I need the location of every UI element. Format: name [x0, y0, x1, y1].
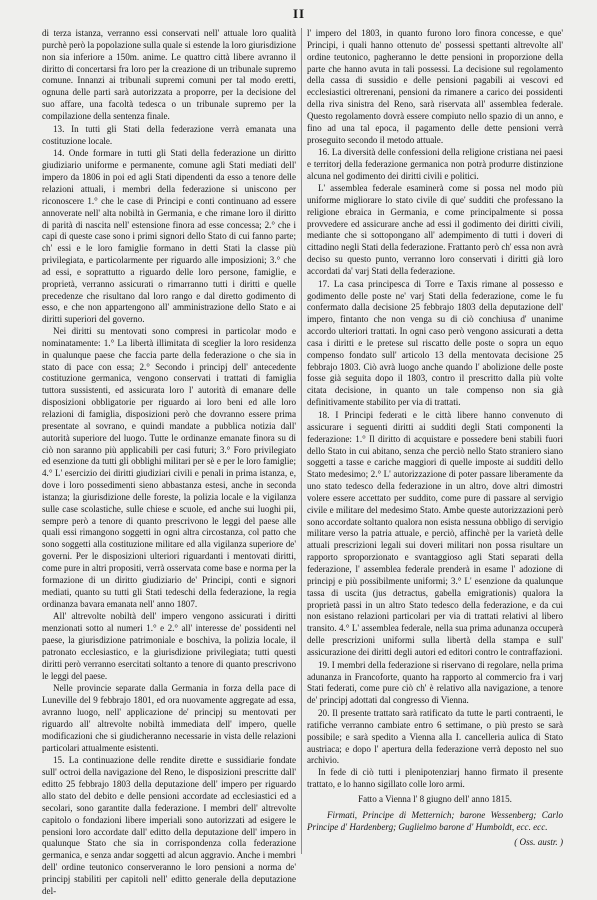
- signatories: Firmati, Principe di Metternich; barone Wessenberg; Carlo Principe d' Hardenberg; Guglielmo barone d' Humboldt, ecc. ecc.: [307, 809, 563, 832]
- paragraph: l' impero del 1803, in quanto furono loro finora concesse, e que' Principi, i quali hanno ottenuto de' possessi spettanti altrevolte all' ordine teutonico, pagheranno le dette pensioni in proporzione della parte che hanno avuta in tali possessi. La decisione sul regolamento della cassa di sussidio e delle pensioni pagabili ai vescovi ed ecclesiastici oltrerenani, pensioni da rimanere a carico dei possidenti della riva sinistra del Reno, sarà riservata all' assemblea federale. Questo regolamento dovrà essere compiuto nello spazio di un anno, e fino ad una tal epoca, il pagamento delle dette pensioni verrà proseguito secondo il metodo attuale.: [307, 28, 563, 145]
- paragraph: 18. I Principi federati e le città libere hanno convenuto di assicurare i seguenti diritti ai sudditi degli Stati componenti la federazione: 1.° Il diritto di acquistare e possedere beni stabili fuori dello Stato in cui abitano, senza che perciò nello Stato straniero siano soggetti a tasse e cariche maggiori di quelle imposte ai sudditi dello Stato medesimo; 2.° L' autorizzazione di poter passare liberamente da uno stato tedesco della federazione in un altro, dove altri dimostri volere essere accettato per suddito, come pure di passare al servigio civile e militare del medesimo Stato. Ambe queste autorizzazioni però sono accordate soltanto qualora non esista nessuna obbligo di servigio militare verso la patria attuale, e perciò, affinchè per la varietà delle attuali prescrizioni legali sui doveri militari non possa risultare un rapporto sproporzionato e svantaggioso agli Stati separati della federazione, l' assemblea federale prenderà in esame l' adozione di principj e più possibilmente uniformi; 3.° L' esenzione da qualunque tassa di uscita (jus detractus, gabella emigrationis) qualora la proprietà passi in un altro Stato tedesco della federazione, e da cui non esistano relazioni particolari per via di trattati relativi al libero transito. 4.° L' assemblea federale, nella sua prima adunanza occuperà delle prescrizioni uniformi sulla libertà della stampa e sull' assicurazione dei diritti degli autori ed editori contro le contraffazioni.: [307, 410, 563, 657]
- signing-date: Fatto a Vienna l' 8 giugno dell' anno 1815.: [358, 794, 512, 804]
- paragraph: 16. La diversità delle confessioni della religione cristiana nei paesi e territorj della federazione germanica non potrà produrre distinzione alcuna nel godimento dei diritti civili e politici.: [307, 147, 563, 182]
- page-number: II: [292, 6, 306, 21]
- paragraph: di terza istanza, verranno essi conservati nell' attuale loro qualità purchè però la popolazione sulla quale si estende la loro giurisdizione non sia inferiore a 150m. anime. Le quattro città libere avranno il diritto di concertarsi fra loro per la creazione di un tribunale supremo comune. Innanzi ai tribunali supremi comuni per tal modo eretti, ognuna delle parti sarà autorizzata a proporre, per la decisione del suo affare, una facoltà tedesca o un tribunale supremo per la compilazione della sentenza finale.: [42, 28, 296, 121]
- paragraph: In fede di ciò tutti i plenipotenziarj hanno firmato il presente trattato, e lo hanno sigillato colle loro armi.: [307, 767, 563, 790]
- left-column: [42, 28, 296, 896]
- right-column: [307, 28, 563, 888]
- paragraph: Nelle provincie separate dalla Germania in forza della pace di Luneville del 9 febbrajo 1801, ed ora nuovamente aggregate ad essa, avranno luogo, nell' applicazione de' principj su mentovati per riguardo all' altrevolte nobiltà immediata dell' impero, quelle modificazioni che si giudicheranno necessarie in vista delle relazioni particolari attualmente esistenti.: [42, 683, 296, 753]
- column-divider: [301, 28, 302, 854]
- paragraph: 20. Il presente trattato sarà ratificato da tutte le parti contraenti, le ratifiche verranno cambiate entro 6 settimane, o più presto se sarà possibile; e sarà spedito a Vienna alla I. cancelleria aulica di Stato austriaca; e dopo l' apertura della federazione verrà deposto nel suo archivio.: [307, 708, 563, 766]
- paragraph: 13. In tutti gli Stati della federazione verrà emanata una costituzione locale.: [42, 123, 296, 146]
- paragraph: 17. La casa principesca di Torre e Taxis rimane al possesso e godimento delle poste ne' varj Stati della federazione, come le fu confermato dalla decisione 25 febbrajo 1803 della deputazione dell' impero, fintanto che non venga su di ciò conchiusa d' unanime accordo ulteriori trattati. In ogni caso però vengono assicurati a detta casa i diritti e le pretese sul riscatto delle poste o sopra un equo compenso fondato sull' articolo 13 della mentovata decisione 25 febbrajo 1803. Ciò avrà luogo anche quando l' abolizione delle poste fosse già seguita dopo il 1803, contro il prescritto dalla più volte citata decisione, in quanto un tale compenso non sia già definitivamente stabilito per via di trattati.: [307, 278, 563, 408]
- paragraph: Nei diritti su mentovati sono compresi in particolar modo e nominatamente: 1.° La libertà illimitata di sceglier la loro residenza in qualunque paese che faccia parte della federazione o che sia in stato di pace con essa; 2.° Secondo i principj dell' antecedente costituzione germanica, vengono conservati i trattati di famiglia tuttora sussistenti, ed assicurata loro l' autorità di emanare delle disposizioni obbligatorie per riguardo ai loro beni ed alle loro relazioni di famiglia, disposizioni però che dovranno essere prima presentate al sovrano, e quindi mandate a pubblica notizia dall' autorità superiore del luogo. Tutte le ordinanze emanate finora su di ciò non saranno più applicabili per casi futuri; 3.° Foro privilegiato ed esenzione da tutti gli obblighi militari per sè e per le loro famiglie; 4.° L' esercizio dei diritti giudiziari civili e penali in prima istanza, e, dove i loro possedimenti sieno abbastanza estesi, anche in seconda istanza; la giurisdizione delle foreste, la polizia locale e la vigilanza sulle case scolastiche, sulle chiese e scuole, ed anche sui luoghi pii, sempre però a tenore di quanto prescrivono le leggi del paese alle quali essi rimangono soggetti in ogni altra circostanza, col patto che sono soggetti alla costituzione militare ed alla vigilanza superiore de' governi. Per le disposizioni ulteriori riguardanti i mentovati diritti, come pure in altri propositi, verrà osservata come base e norma per la formazione di un diritto giudiziario de' Principi, conti e signori mediati, quanto su tutti gli Stati tedeschi della federazione, la regia ordinanza bavara emanata nell' anno 1807.: [42, 326, 296, 609]
- paragraph: 19. I membri della federazione si riservano di regolare, nella prima adunanza in Francoforte, quanto ha rapporto al commercio fra i varj Stati federati, come pure ciò ch' è relativo alla navigazione, a tenore de' principj adottati dal congresso di Vienna.: [307, 659, 563, 706]
- paragraph: All' altrevolte nobiltà dell' impero vengono assicurati i diritti menzionati sotto al numeri 1.° e 2.° all' interesse de' possidenti nel paese, la giurisdizione patrimoniale e boschiva, la polizia locale, il patronato ecclesiastico, e la giurisdizione privilegiata; tutti questi diritti però verranno esercitati soltanto a tenore di quanto prescrivono le leggi del paese.: [42, 611, 296, 681]
- paragraph: 15. La continuazione delle rendite dirette e sussidiarie fondate sull' octroi della navigazione del Reno, le disposizioni prescritte dall' editto 25 febbrajo 1803 della deputazione dell' impero per riguardo allo stato del debito e delle pensioni accordate ad ecclesiastici ed a secolari, sono garantite dalla federazione. I membri dell' altrevolte capitolo o fondazioni libere imperiali sono autorizzati ad esigere le pensioni loro accordate dall' editto della deputazione dell' impero in qualunque Stato che sia in corrispondenza colla federazione germanica, e senza andar soggetti ad alcun aggravio. Anche i membri dell' ordine teutonico conserveranno le loro pensioni a norma de' principj stabiliti per capitoli nell' editto generale della deputazione del-: [42, 755, 296, 896]
- source-attribution: ( Oss. austr. ): [514, 836, 563, 847]
- paragraph: 14. Onde formare in tutti gli Stati della federazione un diritto giudiziario uniforme e permanente, comune agli Stati mediati dell' impero da 1806 in poi ed agli Stati dipendenti da esso a tenore delle relazioni attuali, i membri della federazione si uniscono per riconoscere 1.° che le case di Principi e conti continuano ad essere annoverate nell' alta nobiltà in Germania, e che rimane loro il diritto di parità di nascita nell' estensione finora ad esse concessa; 2.° che i capi di queste case sono i primi signori dello Stato di cui fanno parte; ch' essi e le loro famiglie formano in detti Stati la classe più privilegiata, e particolarmente per riguardo alle imposizioni; 3.° che ad essi, e soprattutto a riguardo delle loro persone, famiglie, e proprietà, verranno assicurati o rimarranno tutti i diritti e quelle precedenze che risultano dal loro rango e dal diretto godimento di esso, e che non appartengono all' amministrazione dello Stato e ai diritti superiori del governo.: [42, 148, 296, 325]
- paragraph: L' assemblea federale esaminerà come si possa nel modo più uniforme migliorare lo stato civile di que' sudditi che professano la religione ebraica in Germania, e come principalmente si possa provvedere ed assicurare anche ad essi il godimento dei diritti civili, mediante che si sottopongano all' adempimento di tutti i doveri di cittadino negli Stati della federazione. Frattanto però ch' essa non avrà deciso su questo punto, verranno loro conservati i diritti già loro accordati da' varj Stati della federazione.: [307, 182, 563, 276]
